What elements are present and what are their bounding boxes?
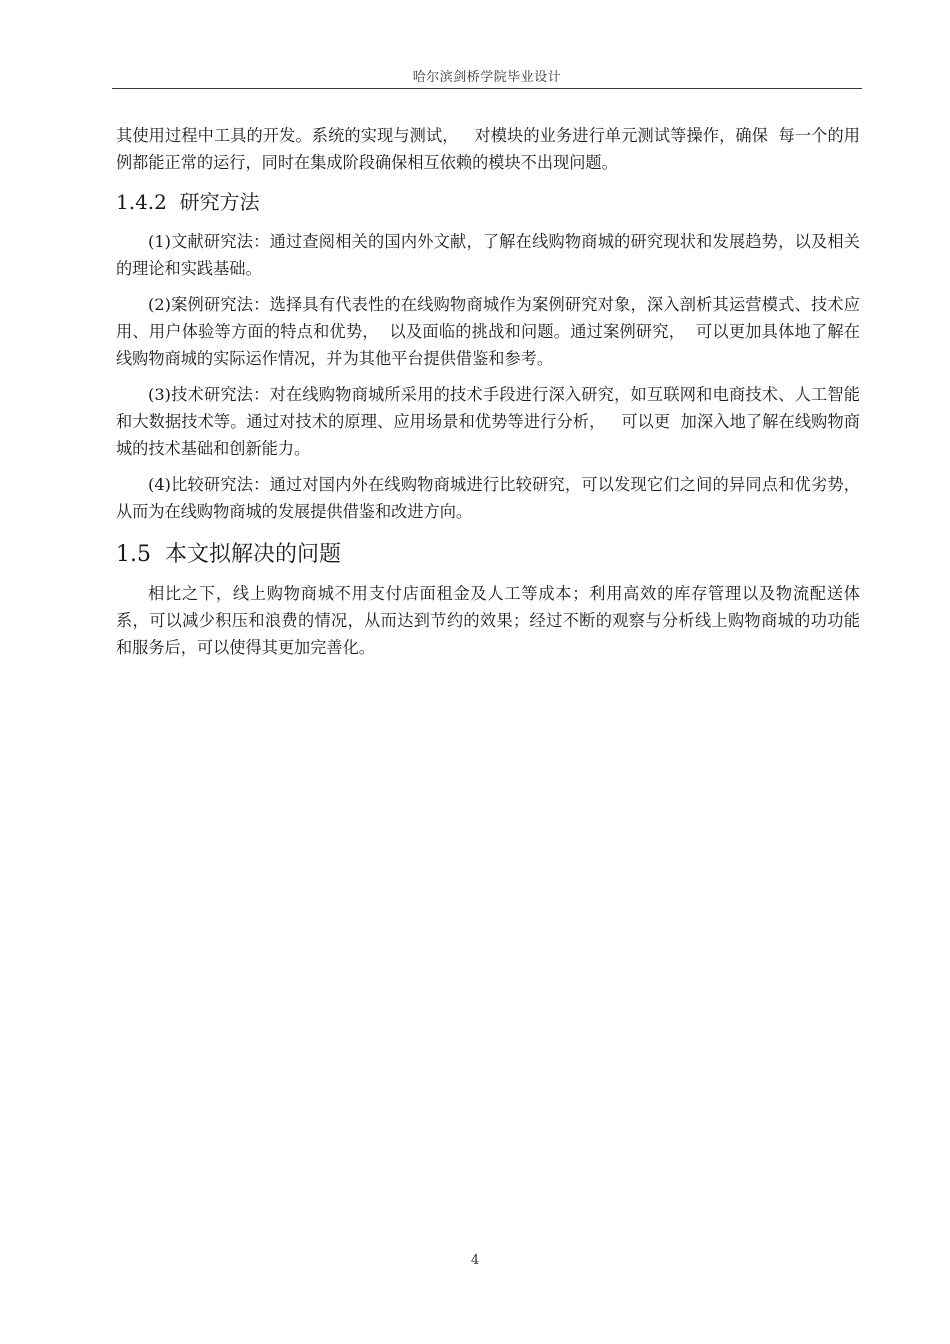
page-body (116, 122, 860, 661)
intro-paragraph: 其使用过程中工具的开发。系统的实现与测试， 对模块的业务进行单元测试等操作，确保 每一个的用例都能正常的运行，同时在集成阶段确保相互依赖的模块不出现问题。 (116, 126, 860, 172)
section-heading-1-4-2: 1.4.2 研究方法 (116, 190, 260, 214)
problem-paragraph: 相比之下，线上购物商城不用支付店面租金及人工等成本；利用高效的库存管理以及物流配送体系，可以减少积压和浪费的情况，从而达到节约的效果；经过不断的观察与分析线上购物商城的功功能和服务后，可以使得其更加完善化。 (116, 584, 860, 657)
method-literature-paragraph: (1)文献研究法：通过查阅相关的国内外文献，了解在线购物商城的研究现状和发展趋势，以及相关的理论和实践基础。 (116, 232, 860, 278)
running-header: 哈尔滨剑桥学院毕业设计 (412, 70, 562, 85)
method-technical-paragraph: (3)技术研究法：对在线购物商城所采用的技术手段进行深入研究，如互联网和电商技术、人工智能和大数据技术等。通过对技术的原理、应用场景和优势等进行分析， 可以更 加深入地了解在线购物商城的技术基础和创新能力。 (116, 385, 860, 458)
section-heading-1-5: 1.5 本文拟解决的问题 (116, 542, 341, 567)
method-comparison-paragraph: (4)比较研究法：通过对国内外在线购物商城进行比较研究，可以发现它们之间的异同点和优劣势，从而为在线购物商城的发展提供借鉴和改进方向。 (116, 475, 860, 521)
method-case-paragraph: (2)案例研究法：选择具有代表性的在线购物商城作为案例研究对象，深入剖析其运营模式、技术应用、用户体验等方面的特点和优势， 以及面临的挑战和问题。通过案例研究， 可以更加具体地了解在线购物商城的实际运作情况，并为其他平台提供借鉴和参考。 (116, 295, 860, 368)
page-number: 4 (470, 1253, 480, 1268)
header-rule (112, 88, 862, 89)
